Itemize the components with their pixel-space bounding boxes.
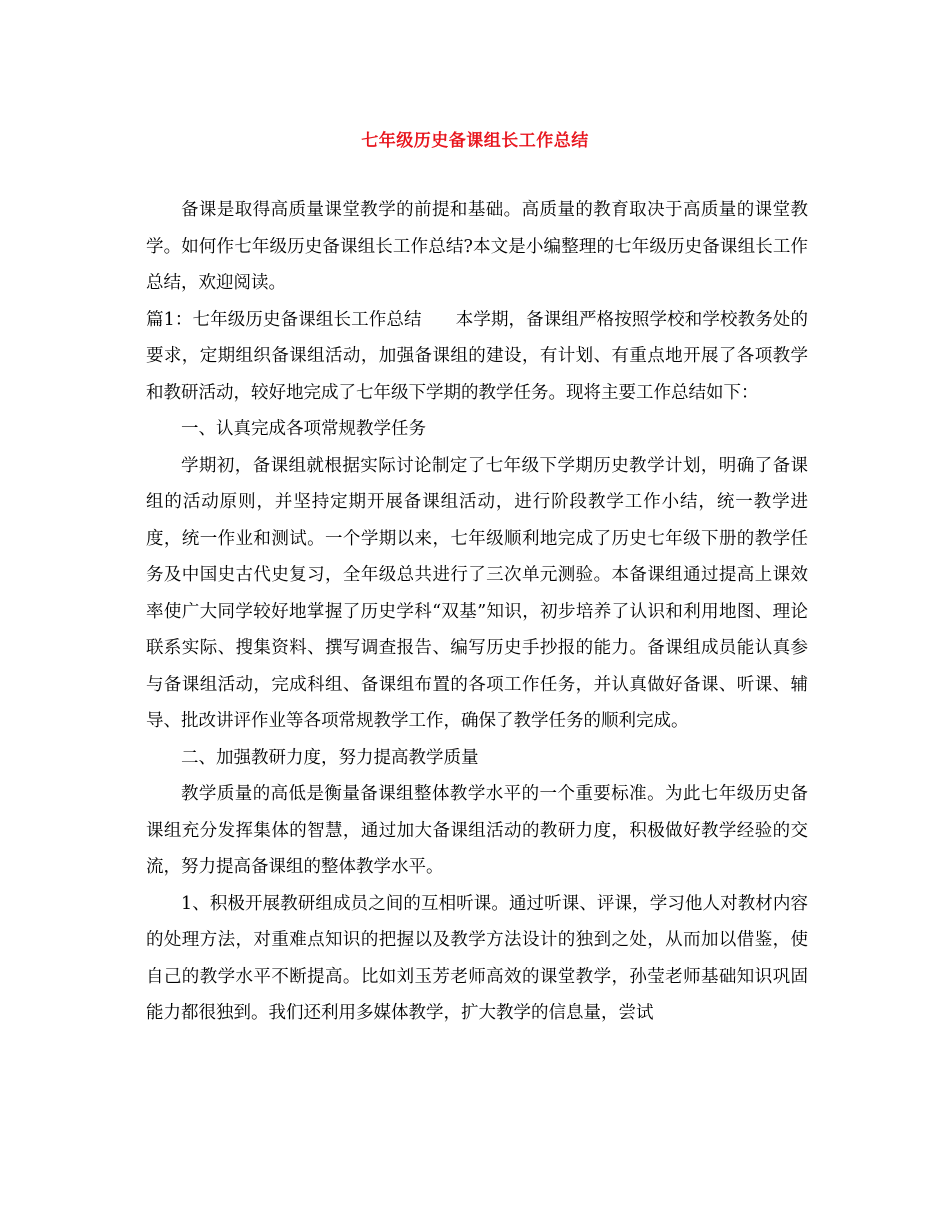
article-1-paragraph: [146, 302, 808, 412]
article-1-text: 本学期，备课组严格按照学校和学校教务处的要求，定期组织备课组活动，加强备课组的建设，有计划、有重点地开展了各项教学和教研活动，较好地完成了七年级下学期的教学任务。现将主要工作总结如下：: [146, 309, 808, 403]
section-1-paragraph: 学期初，备课组就根据实际讨论制定了七年级下学期历史教学计划，明确了备课组的活动原则，并坚持定期开展备课组活动，进行阶段教学工作小结，统一教学进度，统一作业和测试。一个学期以来，七年级顺利地完成了历史七年级下册的教学任务及中国史古代史复习，全年级总共进行了三次单元测验。本备课组通过提高上课效率使广大同学较好地掌握了历史学科“双基”知识，初步培养了认识和利用地图、理论联系实际、搜集资料、撰写调查报告、编写历史手抄报的能力。备课组成员能认真参与备课组活动，完成科组、备课组布置的各项工作任务，并认真做好备课、听课、辅导、批改讲评作业等各项常规教学工作，确保了教学任务的顺利完成。: [146, 455, 808, 731]
document-title: 七年级历史备课组长工作总结: [361, 131, 589, 151]
intro-paragraph: 备课是取得高质量课堂教学的前提和基础。高质量的教育取决于高质量的课堂教学。如何作七年级历史备课组长工作总结?本文是小编整理的七年级历史备课组长工作总结，欢迎阅读。: [146, 200, 808, 293]
article-1-heading: 篇1：七年级历史备课组长工作总结: [146, 309, 422, 330]
section-heading-1: 一、认真完成各项常规教学任务: [181, 419, 426, 439]
section-2-paragraph: 教学质量的高低是衡量备课组整体教学水平的一个重要标准。为此七年级历史备课组充分发挥集体的智慧，通过加大备课组活动的教研力度，积极做好教学经验的交流，努力提高备课组的整体教学水平。: [146, 784, 808, 877]
section-2-item-1: 1、积极开展教研组成员之间的互相听课。通过听课、评课，学习他人对教材内容的处理方法，对重难点知识的把握以及教学方法设计的独到之处，从而加以借鉴，使自己的教学水平不断提高。比如刘玉芳老师高效的课堂教学，孙莹老师基础知识巩固能力都很独到。我们还利用多媒体教学，扩大教学的信息量，尝试: [146, 893, 808, 1023]
section-heading-2: 二、加强教研力度，努力提高教学质量: [181, 747, 479, 768]
document-body: [146, 192, 808, 1032]
